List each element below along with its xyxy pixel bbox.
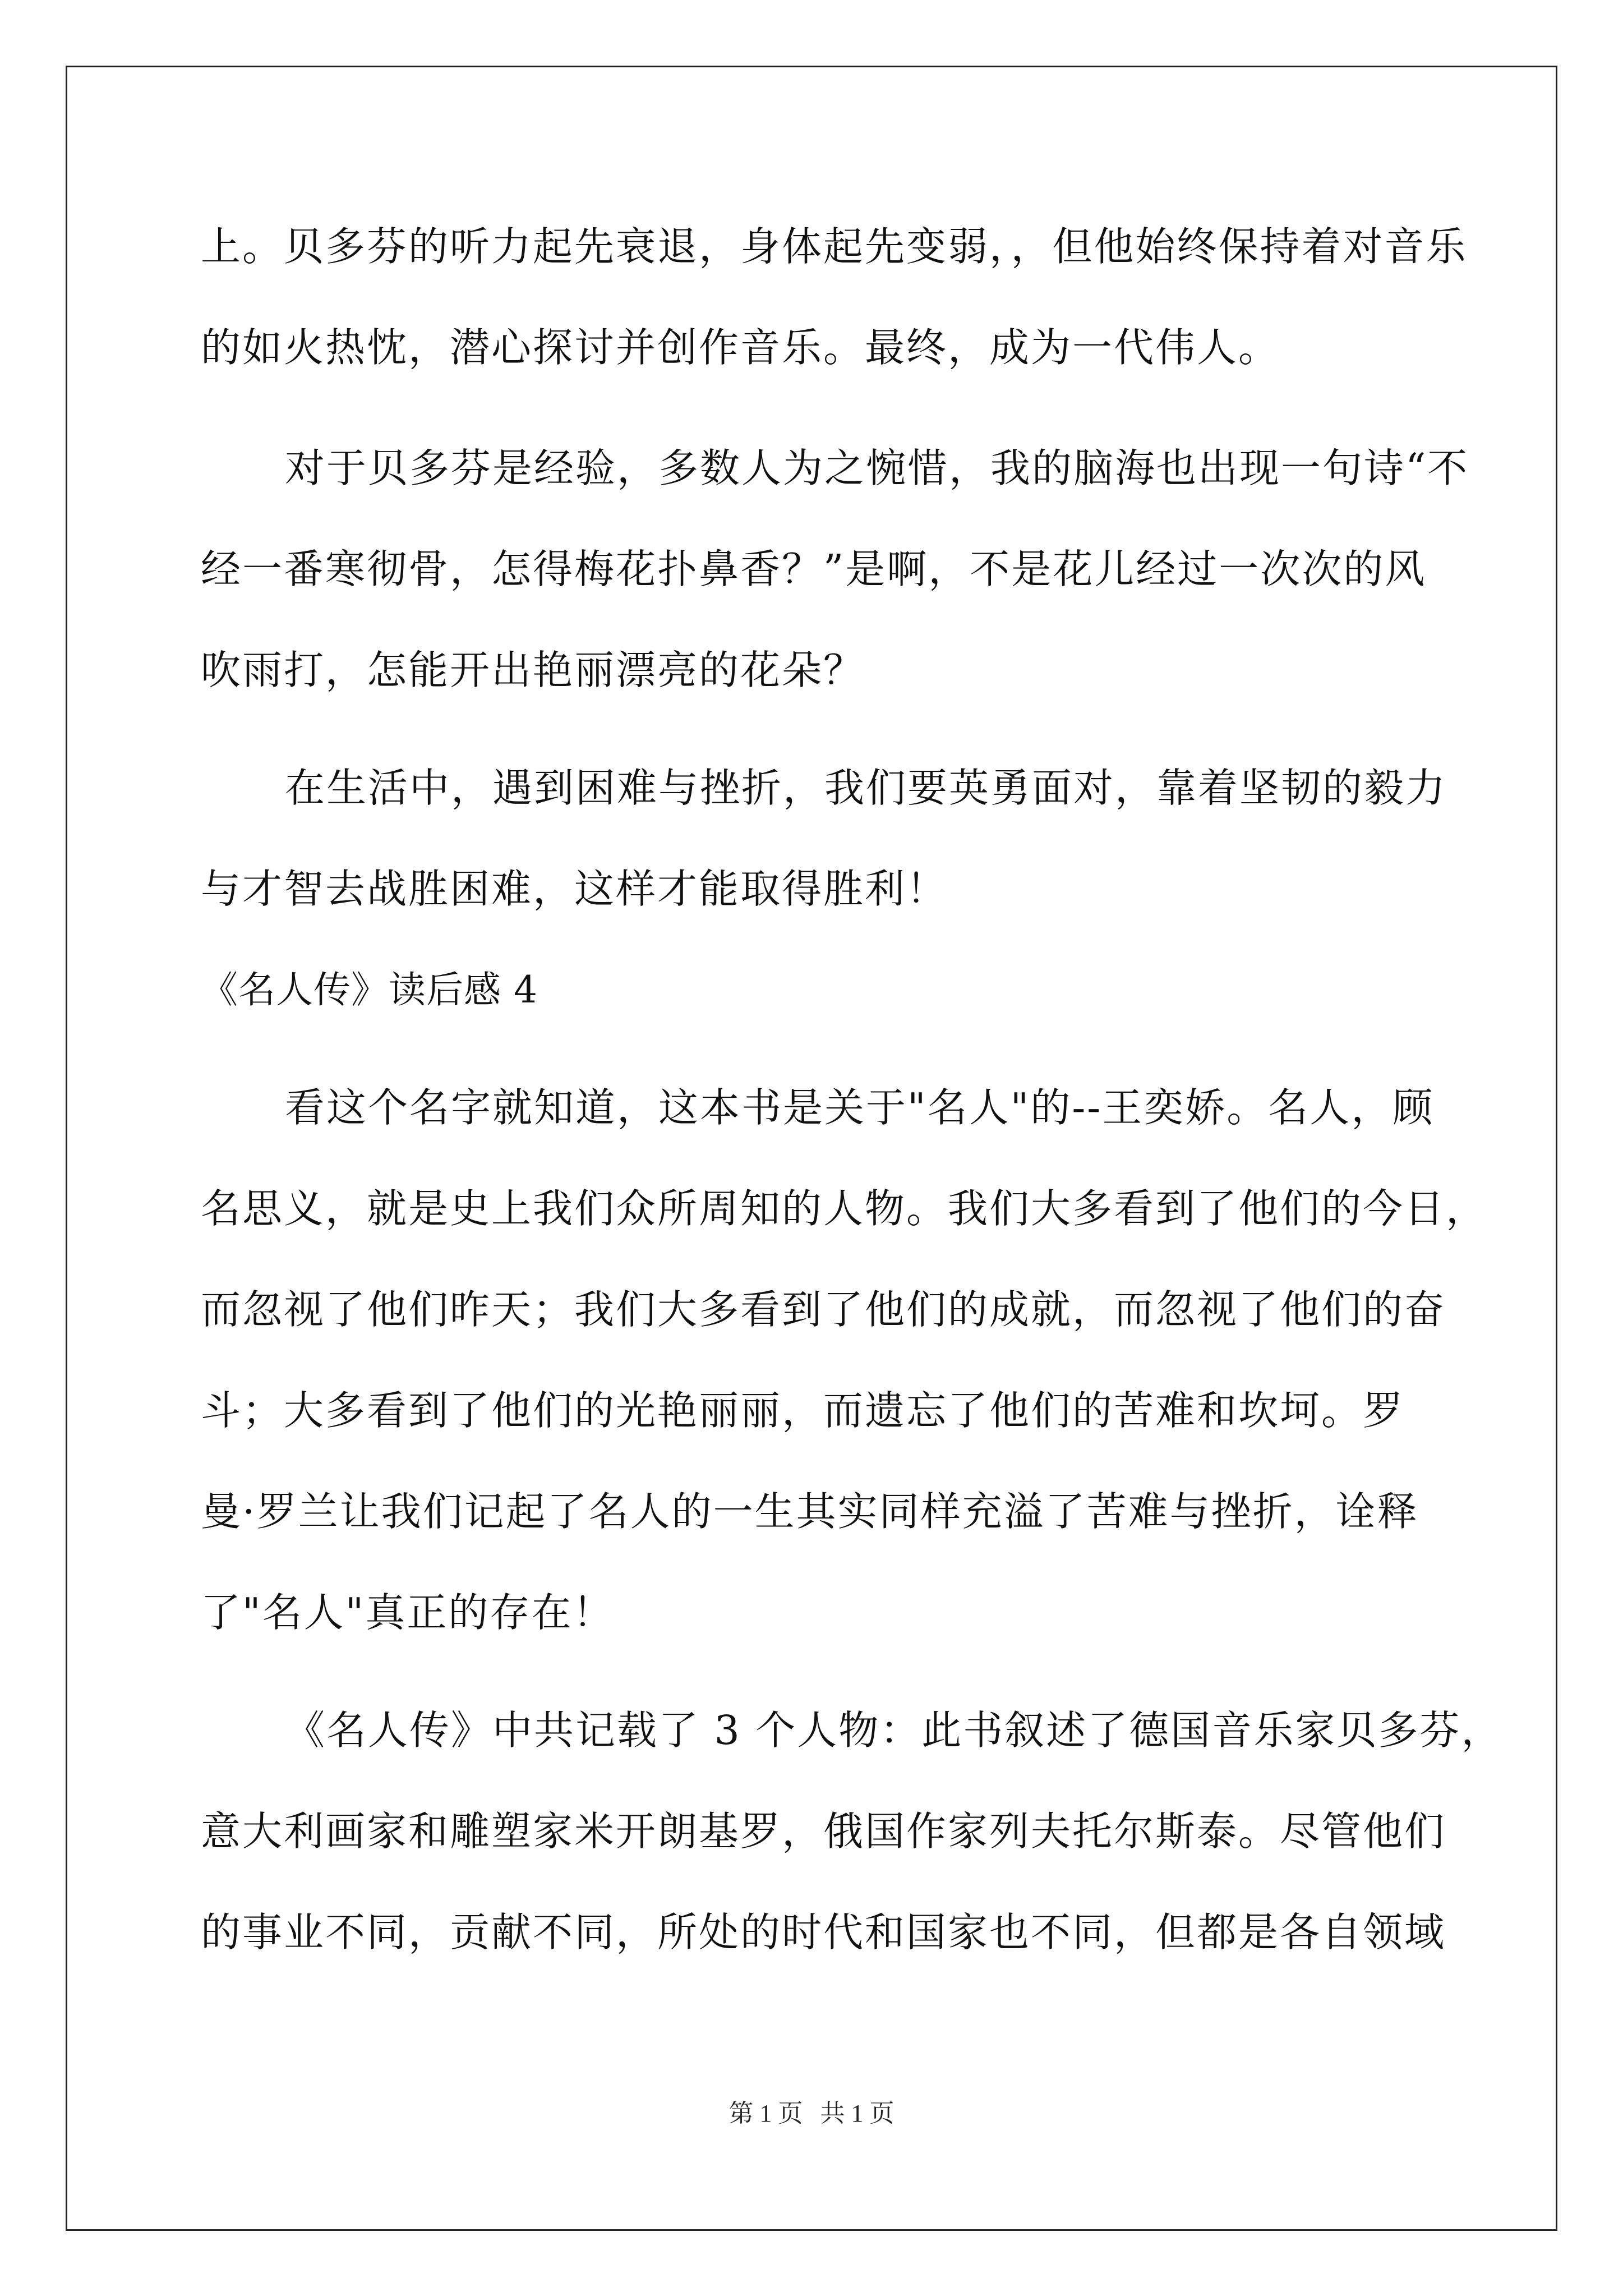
text-line: 看这个名字就知道，这本书是关于"名人"的--王奕娇。名人，顾: [285, 1084, 1435, 1131]
text-line: 名思义，就是史上我们众所周知的人物。我们大多看到了他们的今日，: [201, 1185, 1488, 1232]
text-line: 经一番寒彻骨，怎得梅花扑鼻香？”是啊，不是花儿经过一次次的风: [201, 546, 1427, 592]
text-line: 曼·罗兰让我们记起了名人的一生其实同样充溢了苦难与挫折，诠释: [201, 1488, 1419, 1535]
text-line: 吹雨打，怎能开出艳丽漂亮的花朵？: [201, 647, 865, 693]
text-line: 的事业不同，贡献不同，所处的时代和国家也不同，但都是各自领域: [201, 1909, 1446, 1955]
page-number: 第 1 页: [728, 2100, 803, 2127]
text-line: 意大利画家和雕塑家米开朗基罗，俄国作家列夫托尔斯泰。尽管他们: [201, 1808, 1446, 1855]
text-line: 上。贝多芬的听力起先衰退，身体起先变弱，，但他始终保持着对音乐: [201, 223, 1468, 270]
text-line: 斗；大多看到了他们的光艳丽丽，而遗忘了他们的苦难和坎坷。罗: [201, 1387, 1405, 1434]
page-total: 共 1 页: [820, 2100, 895, 2127]
text-line: 了"名人"真正的存在！: [201, 1589, 615, 1636]
section-heading: 《名人传》读后感 4: [201, 968, 538, 1011]
text-line: 对于贝多芬是经验，多数人为之惋惜，我的脑海也出现一句诗“不: [285, 445, 1469, 491]
text-line: 《名人传》中共记载了 3 个人物：此书叙述了德国音乐家贝多芬，: [285, 1707, 1503, 1754]
text-line: 而忽视了他们昨天；我们大多看到了他们的成就，而忽视了他们的奋: [201, 1286, 1446, 1333]
text-line: 与才智去战胜困难，这样才能取得胜利！: [201, 866, 948, 912]
text-line: 的如火热忱，潜心探讨并创作音乐。最终，成为一代伟人。: [201, 324, 1280, 371]
page-footer: [0, 2097, 1623, 2131]
text-line: 在生活中，遇到困难与挫折，我们要英勇面对，靠着坚韧的毅力: [285, 765, 1447, 811]
